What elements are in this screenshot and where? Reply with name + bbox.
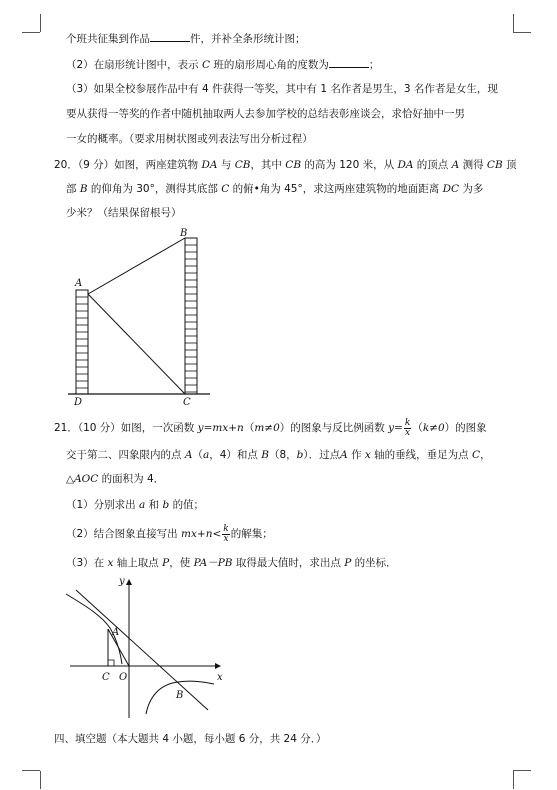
math-var: C	[221, 183, 230, 195]
math-var: B	[261, 449, 269, 461]
math-expr: mx+n<	[181, 528, 222, 540]
q21-text: ，使	[169, 557, 191, 569]
answer-blank	[329, 56, 369, 68]
crop-mark-top-right-v	[513, 14, 514, 32]
q21-text: 轴的垂线，垂足为点	[374, 449, 469, 461]
q19-text: 一女的概率。（要求用树状图或列表法写出分析过程）	[66, 133, 313, 145]
q21-text: （1）分别求出	[66, 499, 136, 511]
math-expr: y=mx+n	[197, 422, 244, 434]
q20-text: 顶	[506, 159, 517, 171]
q21-text: 取得最大值时，求出点	[235, 557, 341, 569]
building-da	[76, 290, 88, 394]
label-b: B	[180, 228, 188, 239]
q19-line1	[66, 30, 306, 46]
q21-line2	[66, 448, 491, 462]
math-var: a	[202, 449, 210, 461]
math-var: CB	[486, 159, 503, 171]
math-var: C	[202, 59, 211, 71]
q21-text: △	[66, 473, 75, 485]
q19-part2	[66, 56, 379, 72]
fraction-numerator: k	[223, 523, 229, 534]
math-expr: y=	[388, 422, 403, 434]
math-var: P	[344, 557, 352, 569]
q19-part3-line2	[66, 107, 465, 121]
math-var: B	[79, 183, 88, 195]
q20-text: 测得	[462, 159, 484, 171]
q21-text: （	[412, 422, 423, 434]
math-var: C	[472, 449, 481, 461]
section-four-heading	[54, 732, 327, 746]
sight-line-ac	[88, 294, 185, 394]
math-var: x	[364, 449, 371, 461]
fraction-k-over-x	[404, 419, 411, 438]
q20-text: 与	[220, 159, 232, 171]
crop-mark-bottom-left-h	[22, 770, 40, 771]
label-c: C	[183, 397, 191, 408]
crop-mark-bottom-left-v	[40, 771, 41, 789]
fraction-denominator: x	[405, 427, 411, 438]
q21-line3	[66, 472, 164, 486]
q21-text: 的坐标．	[354, 557, 397, 569]
crop-mark-bottom-right-v	[513, 771, 514, 789]
label-b: B	[176, 690, 184, 701]
math-var: A	[184, 449, 193, 461]
q19-text: ；	[368, 59, 380, 71]
q20-buildings-figure	[62, 226, 222, 408]
label-a: A	[112, 627, 120, 638]
q19-text: 个班共征集到作品	[66, 33, 150, 45]
q21-part2	[66, 524, 273, 544]
label-a: A	[75, 278, 83, 289]
label-o: O	[119, 672, 128, 683]
math-var: A	[451, 159, 460, 171]
q21-text: 和	[148, 499, 160, 511]
math-var: AOC	[74, 473, 99, 485]
math-var: x	[107, 557, 114, 569]
linear-function-line	[76, 590, 208, 710]
q21-line1	[54, 418, 487, 438]
answer-blank	[150, 30, 190, 42]
crop-mark-top-left-h	[22, 32, 40, 33]
q20-text: 的仰角为 30°，测得其底部	[90, 183, 218, 195]
building-cb	[185, 238, 197, 394]
q21-text: 21．（10 分）如图，一次函数	[54, 422, 195, 434]
q21-text: 的面积为 4．	[101, 473, 165, 485]
crop-mark-top-left-v	[40, 14, 41, 32]
math-var: DA	[201, 159, 218, 171]
math-var: P	[162, 557, 170, 569]
q21-text: ）的图象	[444, 422, 487, 434]
q21-text: 的解集；	[230, 528, 273, 540]
q21-text: （8，	[268, 449, 297, 461]
label-y: y	[119, 576, 125, 587]
q20-text: 的俯•角为 45°，求这两座建筑物的地面距离	[232, 183, 440, 195]
q21-text: 轴上取点	[116, 557, 159, 569]
label-d: D	[74, 397, 83, 408]
q21-text: 作	[351, 449, 362, 461]
math-var: a	[139, 499, 146, 511]
crop-mark-bottom-right-h	[513, 770, 531, 771]
q20-text: 为多	[462, 183, 484, 195]
q20-line3	[66, 206, 182, 220]
q21-text: ）的图象与反比例函数	[279, 422, 385, 434]
q19-part3-line1	[66, 82, 498, 96]
q21-text: （	[192, 449, 203, 461]
math-var: CB	[234, 159, 251, 171]
q21-text: ）．过点	[303, 449, 341, 461]
math-expr: m≠0	[254, 422, 280, 434]
q19-part3-line3	[66, 132, 313, 146]
q20-text: 20．（9 分）如图，两座建筑物	[54, 159, 199, 171]
crop-mark-top-right-h	[513, 32, 531, 33]
math-var: DA	[397, 159, 414, 171]
q20-text: 少米？（结果保留根号）	[66, 207, 182, 219]
math-var: b	[162, 499, 170, 511]
math-var: b	[296, 449, 304, 461]
right-angle-mark	[108, 660, 114, 666]
q21-text: 的值；	[172, 499, 205, 511]
q19-text: 要从获得一等奖的作者中随机抽取两人去参加学校的总结表彰座谈会，求恰好抽中一男	[66, 108, 465, 120]
fraction-numerator: k	[404, 417, 411, 428]
q20-text: 部	[66, 183, 77, 195]
label-c: C	[102, 672, 110, 683]
q21-text: （3）在	[66, 557, 105, 569]
q20-line1	[54, 158, 517, 172]
q20-text: 的高为 120 米，从	[304, 159, 395, 171]
label-x: x	[217, 672, 223, 683]
math-expr: PA－PB	[193, 557, 233, 569]
q21-part3	[66, 556, 397, 570]
sight-line-ab	[88, 238, 185, 294]
q21-text: ，4）和点	[209, 449, 258, 461]
math-var: A	[340, 449, 348, 461]
fraction-k-over-x	[222, 525, 229, 544]
math-var: DC	[442, 183, 460, 195]
math-var: CB	[285, 159, 302, 171]
q21-text: ，	[480, 449, 491, 461]
q21-text: （2）结合图象直接写出	[66, 528, 178, 540]
q19-text: 班的扇形周心角的度数为	[213, 59, 329, 71]
q19-text: （2）在扇形统计图中，表示	[66, 59, 199, 71]
q20-text: 的顶点	[416, 159, 449, 171]
q21-function-figure	[62, 572, 230, 722]
q21-part1	[66, 498, 204, 512]
q21-text: 交于第二、四象限内的点	[66, 449, 182, 461]
q20-line2	[66, 182, 483, 196]
q19-text: （3）如果全校参展作品中有 4 件获得一等奖，其中有 1 名作者是男生，3 名作者是女生，现	[66, 83, 498, 95]
q19-text: 件，并补全条形统计图；	[190, 33, 306, 45]
math-expr: k≠0	[422, 422, 445, 434]
q21-text: （	[243, 422, 255, 434]
q20-text: ，其中	[250, 159, 282, 171]
fraction-denominator: x	[223, 533, 229, 544]
section-heading-text: 四、填空题（本大题共 4 小题，每小题 6 分，共 24 分．）	[54, 733, 327, 745]
